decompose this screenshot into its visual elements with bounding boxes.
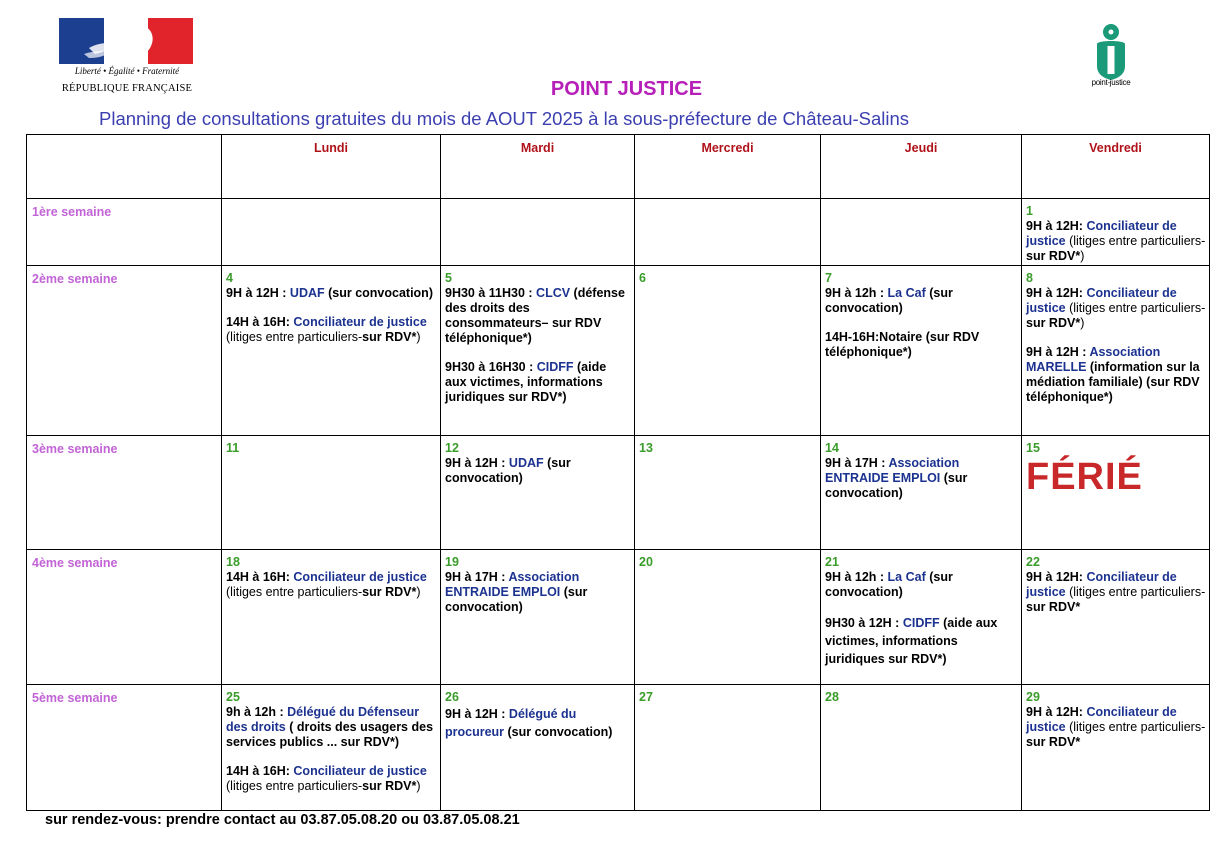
event-org: Association ENTRAIDE EMPLOI: [825, 456, 960, 485]
event-org: UDAF: [508, 456, 544, 470]
event-org: UDAF: [289, 286, 325, 300]
event-org: La Caf: [887, 286, 926, 300]
day-number: 25: [226, 690, 240, 704]
day-header-mardi: Mardi: [441, 135, 635, 199]
day-header-jeudi: Jeudi: [821, 135, 1022, 199]
calendar-cell-day-25: [222, 685, 441, 811]
event-info-end: ): [416, 585, 421, 599]
event-info: (litiges entre particuliers-: [1065, 720, 1206, 734]
event-time: 9H à 12h :: [825, 570, 888, 584]
calendar-cell-day-11: [222, 436, 441, 550]
day-number: 15: [1026, 441, 1040, 455]
event-rdv: sur RDV*: [362, 585, 417, 599]
day-number: 12: [445, 441, 459, 455]
corner-cell: [27, 135, 222, 199]
day-number: 11: [226, 441, 240, 455]
event-org: Association ENTRAIDE EMPLOI: [445, 570, 580, 599]
week-label: 3ème semaine: [27, 436, 222, 550]
page-title: POINT JUSTICE: [550, 78, 703, 100]
event-rdv: sur RDV*: [1026, 316, 1081, 330]
point-justice-logo-text: point-justice: [1091, 78, 1131, 87]
event-info: ( droits des usagers des services publics ... sur RDV*): [226, 720, 434, 749]
day-number: 28: [825, 690, 839, 704]
event-time: 9H30 à 11H30 :: [445, 286, 537, 300]
calendar-cell: [441, 199, 635, 266]
event-info: (litiges entre particuliers-: [1065, 585, 1206, 599]
rf-motto: Liberté • Égalité • Fraternité: [74, 66, 180, 76]
calendar-cell-day-19: [441, 550, 635, 685]
event-org: Conciliateur de justice: [293, 315, 427, 329]
event-info-end: ): [416, 330, 421, 344]
day-number: 8: [1026, 271, 1033, 285]
event-org: Délégué du Défenseur des droits: [226, 705, 420, 734]
event-info: (litiges entre particuliers-: [226, 585, 363, 599]
event-time: 9H à 12H:: [1026, 219, 1087, 233]
event-org: CIDFF: [902, 616, 940, 630]
calendar-cell-day-5: [441, 266, 635, 436]
ferie-label: FÉRIÉ: [1026, 456, 1143, 498]
event-rdv: sur RDV*: [1026, 735, 1081, 749]
day-number: 1: [1026, 204, 1033, 218]
calendar-cell-day-26: [441, 685, 635, 811]
day-number: 21: [825, 555, 839, 569]
event-info: (défense des droits des consommateurs– sur RDV téléphonique*): [445, 286, 625, 345]
event-info: (sur convocation): [825, 286, 953, 315]
day-number: 20: [639, 555, 653, 569]
event-rdv: sur RDV*: [1026, 600, 1081, 614]
event-rdv: sur RDV*: [362, 779, 417, 793]
event-time: 9H à 12H :: [445, 456, 509, 470]
event-info: (aide aux victimes, informations juridiques sur RDV*): [825, 616, 998, 666]
calendar-cell-day-29: [1022, 685, 1210, 811]
event-time: 9H à 12H :: [1026, 345, 1090, 359]
event-text: 14H-16H:Notaire (sur RDV téléphonique*): [825, 330, 980, 359]
event-org: Conciliateur de justice: [1026, 570, 1177, 599]
week-label: 2ème semaine: [27, 266, 222, 436]
calendar-cell-day-7: [821, 266, 1022, 436]
day-number: 18: [226, 555, 240, 569]
marianne-flag-icon: [59, 18, 193, 64]
event-time: 9H à 12H:: [1026, 705, 1087, 719]
event-info: (sur convocation): [504, 725, 613, 739]
event-info: (sur convocation): [825, 471, 968, 500]
event-info: (litiges entre particuliers-: [226, 330, 363, 344]
calendar-cell-day-15: [1022, 436, 1210, 550]
event-info-end: ): [1080, 316, 1085, 330]
week-label: 4ème semaine: [27, 550, 222, 685]
day-number: 19: [445, 555, 459, 569]
event-org: Conciliateur de justice: [293, 764, 427, 778]
day-number: 13: [639, 441, 653, 455]
calendar-cell-day-14: [821, 436, 1022, 550]
event-org: La Caf: [887, 570, 926, 584]
calendar-cell-day-1: [1022, 199, 1210, 266]
event-org: CIDFF: [536, 360, 574, 374]
event-org: Conciliateur de justice: [293, 570, 427, 584]
event-info: (litiges entre particuliers-: [1065, 234, 1206, 248]
day-header-vendredi: Vendredi: [1022, 135, 1210, 199]
calendar-cell: [821, 199, 1022, 266]
week-label: 5ème semaine: [27, 685, 222, 811]
calendar-cell-day-8: [1022, 266, 1210, 436]
day-number: 4: [226, 271, 233, 285]
calendar-cell-day-20: [635, 550, 821, 685]
event-info: (litiges entre particuliers-: [1065, 301, 1206, 315]
week-row-4: [27, 550, 1210, 685]
day-header-mercredi: Mercredi: [635, 135, 821, 199]
calendar-cell-day-12: [441, 436, 635, 550]
day-number: 29: [1026, 690, 1040, 704]
event-info: (sur convocation): [445, 585, 588, 614]
day-number: 5: [445, 271, 452, 285]
week-row-3: [27, 436, 1210, 550]
calendar-cell-day-28: [821, 685, 1022, 811]
day-number: 7: [825, 271, 832, 285]
event-info-end: ): [416, 779, 421, 793]
event-time: 9H30 à 12H :: [825, 616, 903, 630]
event-info-end: ): [1080, 249, 1085, 263]
event-time: 9H30 à 16H30 :: [445, 360, 537, 374]
event-org: Conciliateur de justice: [1026, 705, 1177, 734]
event-time: 9H à 12h :: [825, 286, 888, 300]
event-time: 14H à 16H:: [226, 764, 294, 778]
event-time: 9H à 12H:: [1026, 286, 1087, 300]
week-row-5: [27, 685, 1210, 811]
event-info: (sur convocation): [825, 570, 953, 599]
event-time: 9h à 12h :: [226, 705, 288, 719]
calendar-cell-day-27: [635, 685, 821, 811]
calendar-header-row: [27, 135, 1210, 199]
event-org: CLCV: [536, 286, 571, 300]
event-info: (sur convocation): [445, 456, 571, 485]
day-number: 27: [639, 690, 653, 704]
day-number: 6: [639, 271, 646, 285]
calendar-cell-day-4: [222, 266, 441, 436]
event-org: Conciliateur de justice: [1026, 286, 1177, 315]
event-info: (sur convocation): [324, 286, 433, 300]
day-number: 26: [445, 690, 459, 704]
event-org: Délégué du procureur: [445, 707, 577, 739]
day-number: 14: [825, 441, 839, 455]
event-info: (litiges entre particuliers-: [226, 779, 363, 793]
event-info: (information sur la médiation familiale) (sur RDV téléphonique*): [1026, 360, 1200, 404]
calendar-cell: [635, 199, 821, 266]
rf-name: RÉPUBLIQUE FRANÇAISE: [61, 83, 193, 94]
calendar-cell: [222, 199, 441, 266]
event-rdv: sur RDV*: [1026, 249, 1081, 263]
page-subtitle: Planning de consultations gratuites du mois de AOUT 2025 à la sous-préfecture de Château-Salins: [99, 108, 910, 129]
calendar-cell-day-13: [635, 436, 821, 550]
calendar-cell-day-6: [635, 266, 821, 436]
event-time: 9H à 12H :: [445, 707, 509, 721]
event-time: 9H à 12H:: [1026, 570, 1087, 584]
event-time: 9H à 12H :: [226, 286, 290, 300]
event-info: (aide aux victimes, informations juridiques sur RDV*): [445, 360, 607, 404]
day-header-lundi: Lundi: [222, 135, 441, 199]
event-time: 14H à 16H:: [226, 570, 294, 584]
event-time: 14H à 16H:: [226, 315, 294, 329]
calendar-cell-day-18: [222, 550, 441, 685]
calendar-cell-day-22: [1022, 550, 1210, 685]
week-row-2: [27, 266, 1210, 436]
week-label: 1ère semaine: [27, 199, 222, 266]
calendar-cell-day-21: [821, 550, 1022, 685]
week-row-1: [27, 199, 1210, 266]
event-time: 9H à 17H :: [825, 456, 889, 470]
event-org: Conciliateur de justice: [1026, 219, 1177, 248]
event-org: Association MARELLE: [1026, 345, 1161, 374]
event-time: 9H à 17H :: [445, 570, 509, 584]
event-rdv: sur RDV*: [362, 330, 417, 344]
contact-footer: sur rendez-vous: prendre contact au 03.87.05.08.20 ou 03.87.05.08.21: [45, 812, 520, 828]
day-number: 22: [1026, 555, 1040, 569]
planning-calendar: [26, 134, 1210, 811]
